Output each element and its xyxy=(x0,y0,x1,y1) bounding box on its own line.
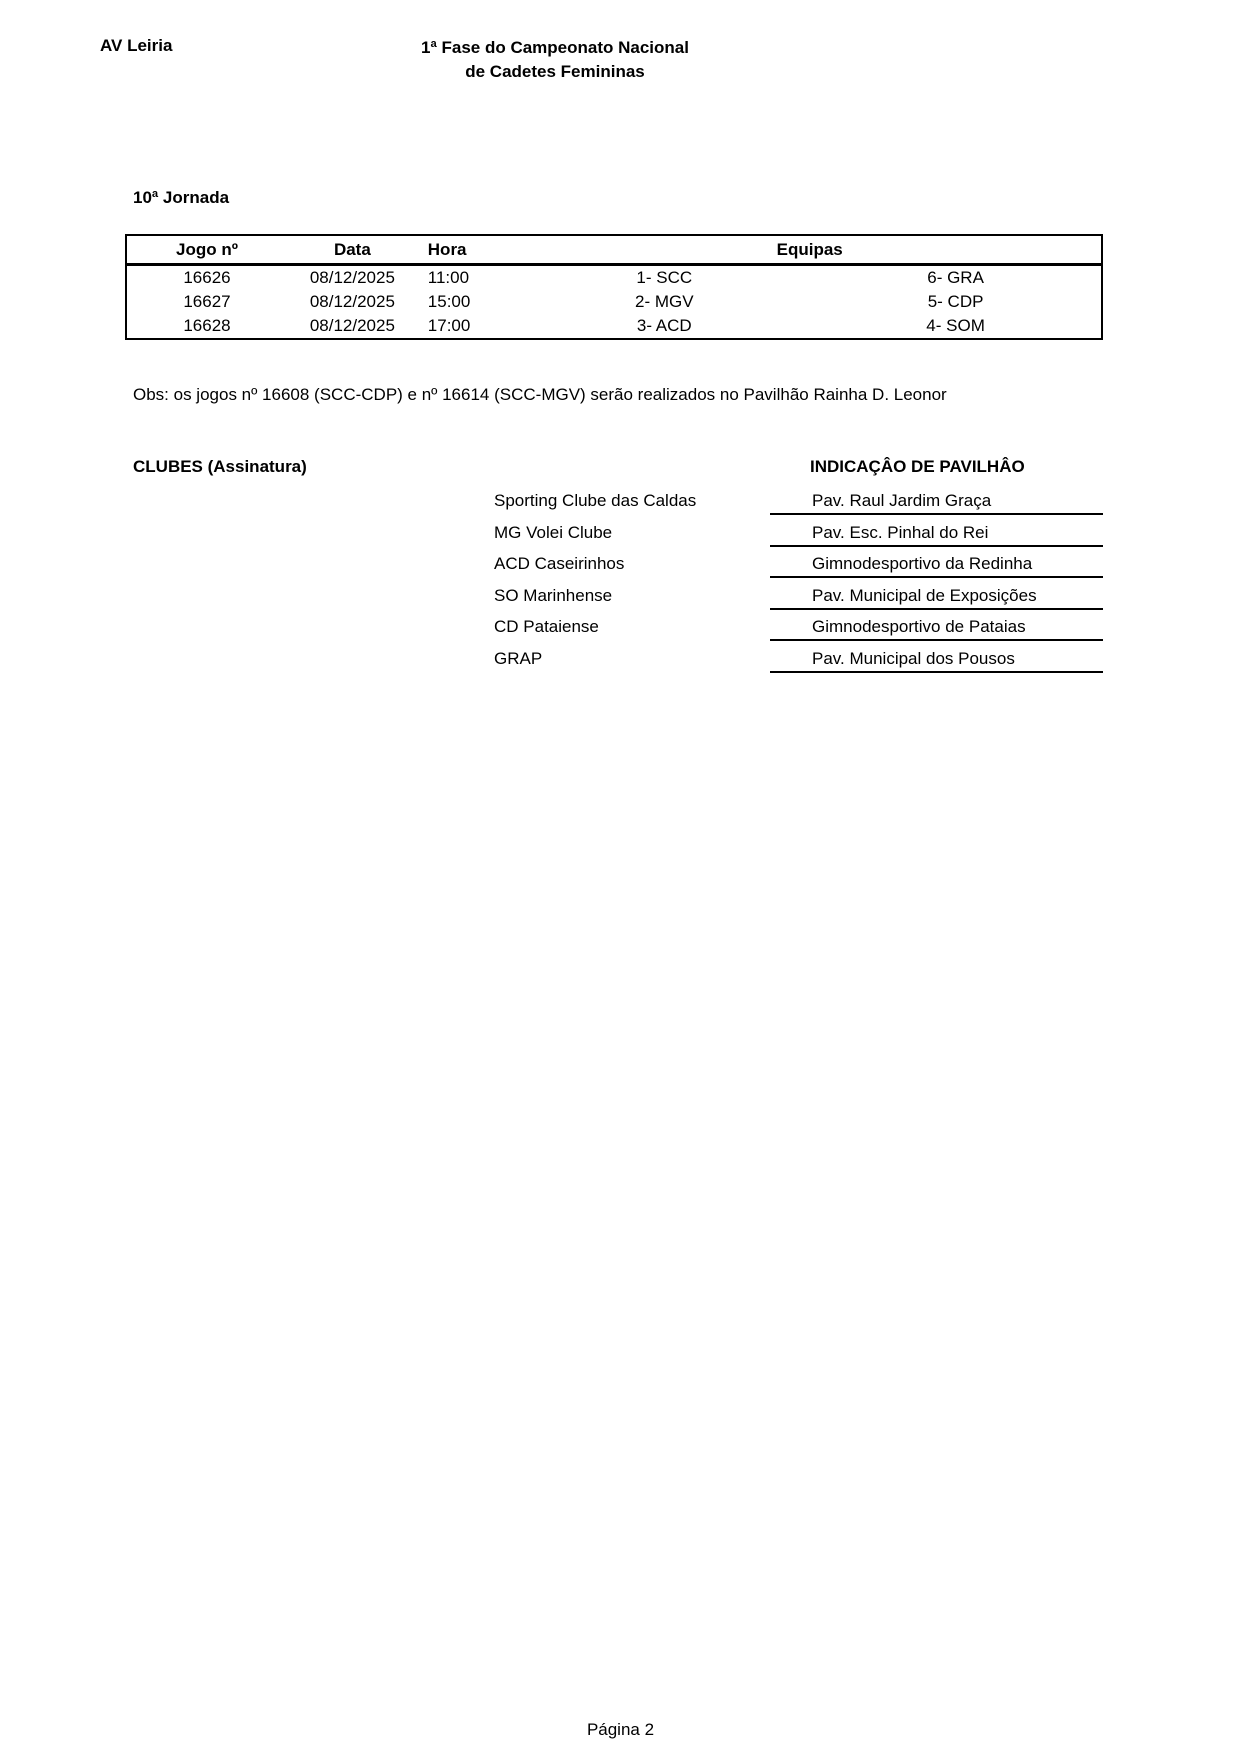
document-title-line1: 1ª Fase do Campeonato Nacional xyxy=(421,38,689,57)
col-header-data: Data xyxy=(287,235,418,265)
pavilion-name: Gimnodesportivo da Redinha xyxy=(770,552,1103,578)
game-time: 17:00 xyxy=(427,316,471,335)
document-title-line2: de Cadetes Femininas xyxy=(465,62,645,81)
game-date: 08/12/2025 xyxy=(309,268,395,287)
game-time: 11:00 xyxy=(427,268,470,287)
club-name: SO Marinhense xyxy=(494,585,613,605)
game-date: 08/12/2025 xyxy=(309,292,395,311)
document-title xyxy=(305,36,805,84)
table-row xyxy=(126,314,1102,339)
game-number: 16626 xyxy=(183,268,231,287)
clubs-list xyxy=(0,489,1241,678)
list-item xyxy=(0,489,1241,521)
list-item xyxy=(0,521,1241,553)
game-away-team: 4- SOM xyxy=(926,316,985,335)
games-table xyxy=(125,234,1103,340)
list-item xyxy=(0,647,1241,679)
pavilion-name: Gimnodesportivo de Pataias xyxy=(770,615,1103,641)
pavilion-name: Pav. Municipal dos Pousos xyxy=(770,647,1103,673)
pavilhao-heading: INDICAÇÂO DE PAVILHÂO xyxy=(810,457,1025,476)
club-name: MG Volei Clube xyxy=(494,522,613,542)
org-name: AV Leiria xyxy=(100,36,173,55)
club-name: ACD Caseirinhos xyxy=(494,554,625,573)
pavilion-name: Pav. Raul Jardim Graça xyxy=(770,489,1103,515)
page-number: Página 2 xyxy=(586,1720,655,1739)
table-row xyxy=(126,290,1102,314)
games-table-header-row xyxy=(126,235,1102,265)
clubes-heading: CLUBES (Assinatura) xyxy=(133,457,307,476)
col-header-hora: Hora xyxy=(418,235,519,265)
pavilion-name: Pav. Municipal de Exposições xyxy=(770,584,1103,610)
club-name: CD Pataiense xyxy=(494,617,599,636)
club-name: Sporting Clube das Caldas xyxy=(494,491,697,510)
list-item xyxy=(0,552,1241,584)
game-home-team: 2- MGV xyxy=(635,292,694,311)
game-home-team: 1- SCC xyxy=(636,268,693,287)
pavilion-name: Pav. Esc. Pinhal do Rei xyxy=(770,521,1103,547)
game-away-team: 5- CDP xyxy=(927,292,984,311)
game-away-team: 6- GRA xyxy=(927,268,984,287)
observation-note: Obs: os jogos nº 16608 (SCC-CDP) e nº 16614 (SCC-MGV) serão realizados no Pavilhão Rainha D. Leonor xyxy=(133,385,947,404)
game-home-team: 3- ACD xyxy=(636,316,692,335)
list-item xyxy=(0,615,1241,647)
table-row xyxy=(126,265,1102,291)
col-header-jogo: Jogo nº xyxy=(126,235,287,265)
game-time: 15:00 xyxy=(427,292,471,311)
game-number: 16628 xyxy=(183,316,231,335)
game-date: 08/12/2025 xyxy=(309,316,395,335)
jornada-heading: 10ª Jornada xyxy=(133,188,230,207)
game-number: 16627 xyxy=(183,292,231,311)
club-name: GRAP xyxy=(494,648,543,668)
col-header-equipas: Equipas xyxy=(518,235,1102,265)
list-item xyxy=(0,584,1241,616)
